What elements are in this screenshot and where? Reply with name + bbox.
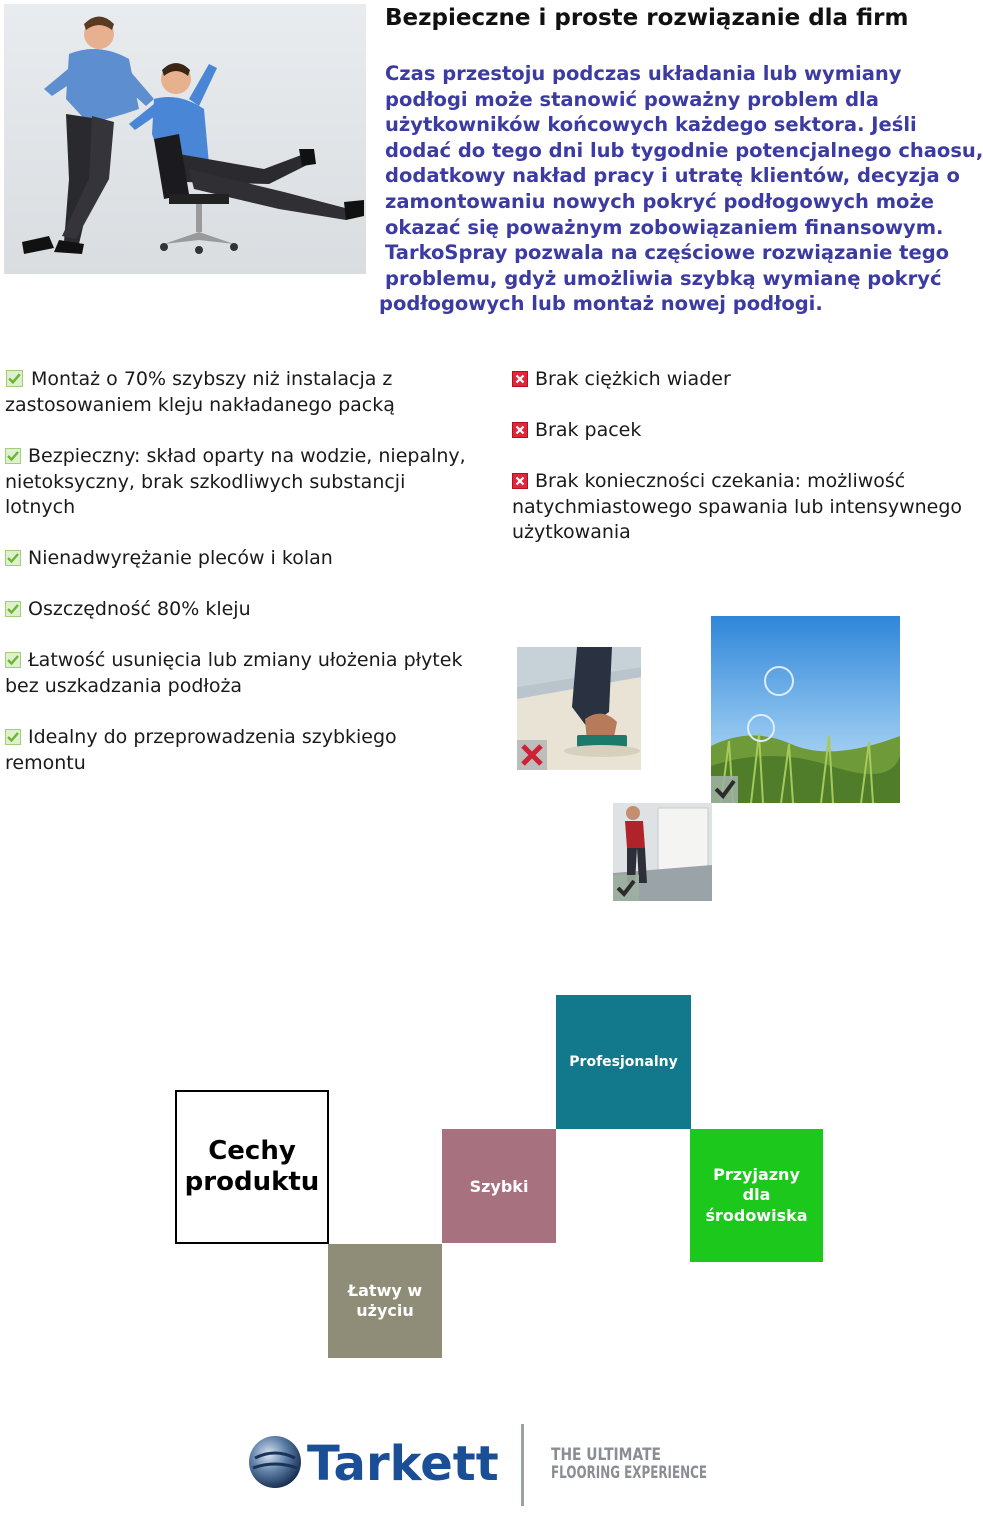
pro-text: nietoksyczny, brak szkodliwych substancji [5,470,406,493]
cross-icon [512,371,528,387]
check-icon [5,601,21,617]
cross-icon [512,422,528,438]
diagram-easy-line: Łatwy w [347,1280,423,1300]
check-icon [5,370,24,387]
diagram-professional-label: Profesjonalny [569,1053,678,1070]
pro-text: Nienadwyrężanie pleców i kolan [28,547,333,569]
pro-item [5,444,485,521]
diagram-eco-line: Przyjazny [713,1164,800,1184]
con-item [512,418,960,444]
diagram-eco-line: dla [742,1185,771,1205]
intro-line: dodać do tego dni lub tygodnie potencjalnego chaosu, [385,138,983,162]
globe-icon [249,1436,301,1488]
con-item [512,367,960,393]
intro-line: problemu, gdyż umożliwia szybką wymianę pokryć [385,266,942,290]
intro-line: zamontowaniu nowych pokryć podłogowych może [385,189,935,213]
pro-item [5,367,485,418]
diagram-fast-box [442,1129,556,1243]
pro-text: remontu [5,751,86,774]
diagram-eco-box [690,1129,823,1262]
pro-text: Idealny do przeprowadzenia szybkiego [28,726,397,748]
diagram-professional-box [556,995,691,1129]
con-item [512,469,963,546]
diagram-center-line: Cechy [208,1136,296,1166]
con-text: Brak ciężkich wiader [535,368,731,390]
intro-line: dodatkowy nakład pracy i utratę klientów, decyzja o [385,164,960,188]
diagram-fast-label: Szybki [469,1176,529,1196]
check-icon [5,729,21,745]
diagram-eco-line: środowiska [705,1205,808,1225]
intro-line: podłogowych lub montaż nowej podłogi. [379,292,823,316]
logo-tagline: THE ULTIMATE [551,1445,661,1465]
diagram-easy-line: użyciu [356,1301,414,1320]
page-title: Bezpieczne i proste rozwiązanie dla firm [385,5,909,31]
pro-text: lotnych [5,496,76,519]
photo-worker-panel [613,803,712,901]
pro-text: Montaż o 70% szybszy niż instalacja z [31,368,393,390]
pro-item [5,597,485,623]
con-text: Brak pacek [535,419,642,441]
check-icon [5,550,21,566]
pro-item [5,725,485,776]
check-icon [5,448,21,464]
tarkett-logo [245,1418,715,1508]
pro-text: zastosowaniem kleju nakładanego packą [5,393,395,416]
intro-paragraph [379,61,983,317]
logo-tagline: FLOORING EXPERIENCE [551,1463,707,1483]
con-text: natychmiastowego spawania lub intensywnego [512,495,963,518]
pro-item [5,648,485,699]
photo-grass-bubbles [711,616,900,803]
intro-line: użytkowników końcowych każdego sektora. Jeśli [385,113,917,137]
con-text: Brak konieczności czekania: możliwość [535,470,906,492]
logo-brand: Tarkett [307,1436,499,1492]
photo-trowel-glue [517,647,641,770]
pro-item [5,546,485,572]
hero-photo-office-chair [4,4,366,274]
intro-line: okazać się poważnym zobowiązaniem finansowym. [385,215,944,239]
pro-text: Oszczędność 80% kleju [28,598,251,620]
check-icon [5,652,21,668]
diagram-easy-box [328,1244,442,1358]
pro-text: Bezpieczny: skład oparty na wodzie, niepalny, [28,445,466,467]
diagram-center-box [175,1090,329,1244]
intro-line: Czas przestoju podczas układania lub wymiany [385,62,902,85]
con-text: użytkowania [512,521,631,544]
intro-line: podłogi może stanowić poważny problem dla [385,87,879,111]
pro-text: Łatwość usunięcia lub zmiany ułożenia płytek [28,649,463,671]
diagram-center-line: produktu [184,1167,320,1197]
cross-icon [512,473,528,489]
intro-line: TarkoSpray pozwala na częściowe rozwiązanie tego [385,241,950,265]
pro-text: bez uszkadzania podłoża [5,674,243,697]
